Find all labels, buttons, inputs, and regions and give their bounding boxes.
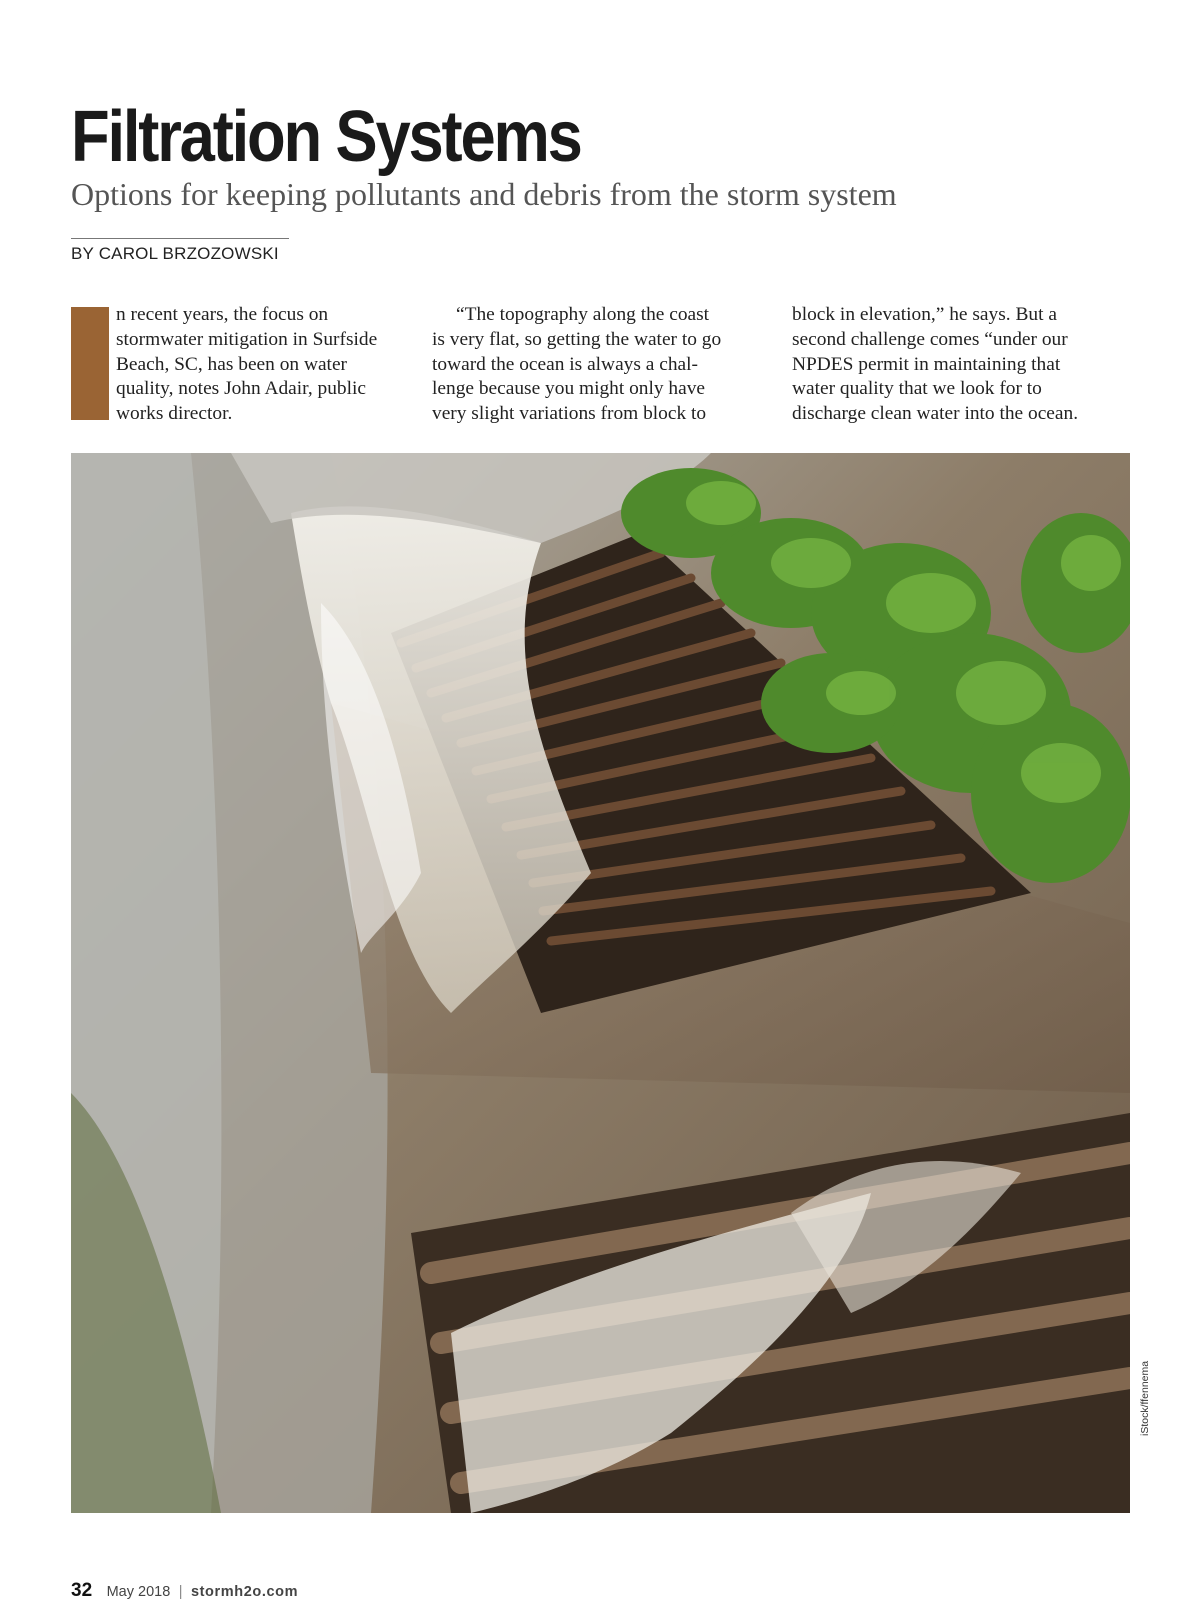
text-line: toward the ocean is always a chal- [432,353,698,375]
text-line: stormwater mitigation in Surfside [116,328,378,350]
byline-rule [71,238,289,239]
footer-separator: | [178,1584,183,1600]
page-footer [71,1580,298,1602]
text-line: second challenge comes “under our [792,328,1068,350]
text-line: works director. [116,403,233,425]
page-number: 32 [71,1580,93,1601]
text-line: is very flat, so getting the water to go [432,328,722,350]
text-line: Beach, SC, has been on water [116,353,348,375]
text-line: water quality that we look for to [792,378,1042,400]
text-column-2 [432,303,764,427]
text-line: lenge because you might only have [432,378,706,400]
text-line: n recent years, the focus on [116,304,329,325]
text-column-3 [792,303,1132,427]
text-line: NPDES permit in maintaining that [792,353,1061,375]
text-column-1 [116,303,416,427]
text-line: discharge clean water into the ocean. [792,403,1079,425]
text-line: “The topography along the coast [456,304,710,325]
text-line: very slight variations from block to [432,403,707,425]
text-line: block in elevation,” he says. But a [792,304,1057,325]
drop-cap-block [71,307,109,420]
article-subtitle: Options for keeping pollutants and debris from the storm system [71,176,897,212]
site-url: stormh2o.com [190,1584,299,1600]
article-title: Filtration Systems [71,97,581,177]
byline: BY CAROL BRZOZOWSKI [71,244,279,263]
storm-drain-photo [71,453,1130,1513]
photo-credit: iStock/ffennema [1139,1360,1151,1436]
issue-date: May 2018 [106,1584,171,1600]
text-line: quality, notes John Adair, public [116,378,367,400]
